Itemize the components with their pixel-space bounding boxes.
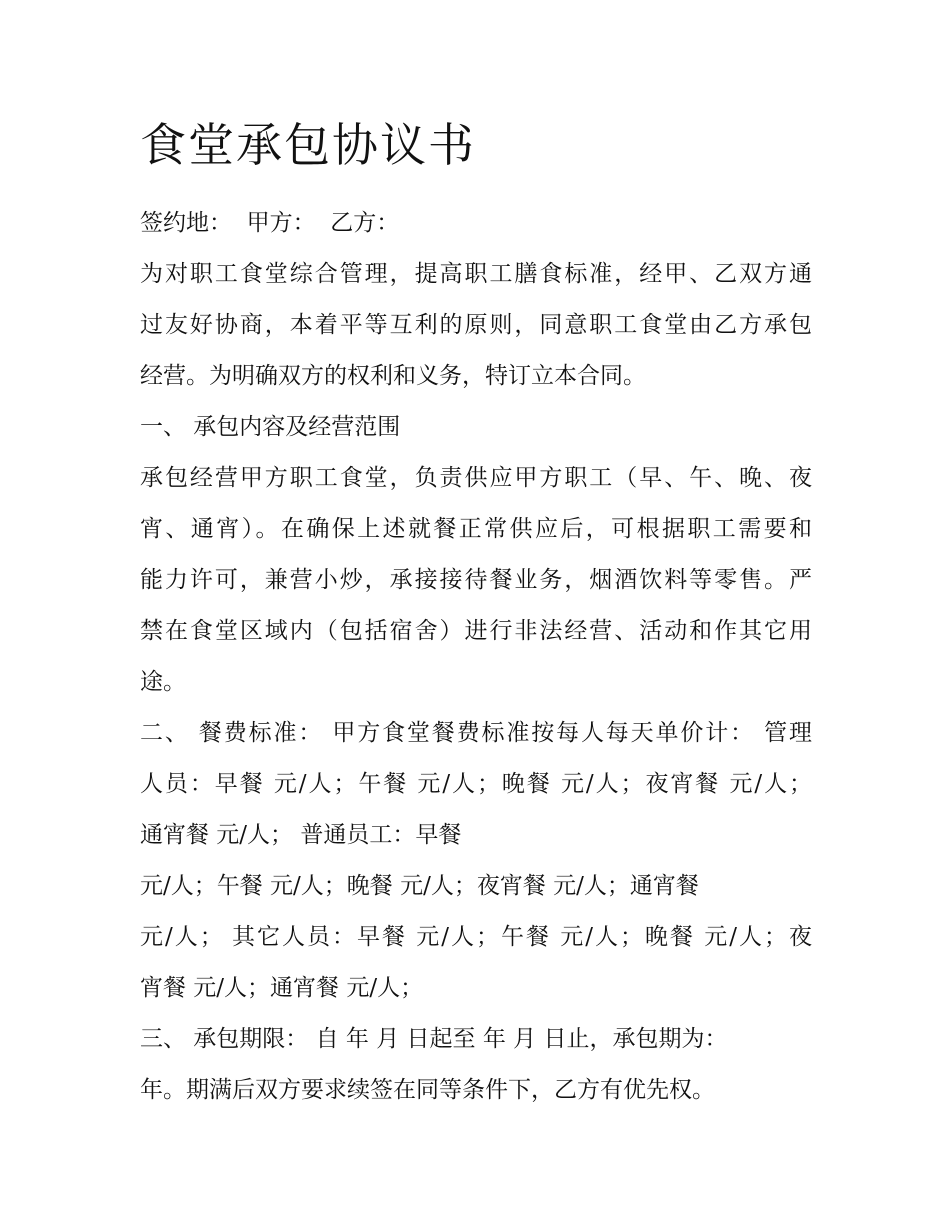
section2-line: 宵餐 元/人；通宵餐 元/人；: [140, 975, 424, 1001]
section2-paragraph: [140, 708, 812, 1014]
section1-line: 能力许可，兼营小炒，承接接待餐业务，烟酒饮料等零售。严: [140, 567, 812, 593]
section3-line: 三、 承包期限： 自 年 月 日起至 年 月 日止，承包期为：: [140, 1026, 728, 1052]
section2-line: 通宵餐 元/人； 普通员工：早餐: [140, 822, 462, 848]
document-body: [140, 198, 812, 1116]
section3-paragraph: [140, 1014, 812, 1116]
section2-line: 元/人；午餐 元/人；晚餐 元/人；夜宵餐 元/人；通宵餐: [140, 873, 699, 899]
section1-line: 途。: [140, 669, 186, 695]
section1-line: 宵、通宵）。在确保上述就餐正常供应后，可根据职工需要和: [140, 516, 812, 542]
section1-line: 承包经营甲方职工食堂，负责供应甲方职工（早、午、晚、夜: [140, 465, 812, 491]
intro-line: 过友好协商，本着平等互利的原则，同意职工食堂由乙方承包: [140, 312, 812, 338]
section2-line: 人员：早餐 元/人；午餐 元/人；晚餐 元/人；夜宵餐 元/人；: [140, 771, 812, 797]
section1-paragraph: [140, 453, 812, 708]
parties-line: [140, 198, 812, 249]
section1-heading-text: 一、 承包内容及经营范围: [140, 414, 401, 440]
section1-line: 禁在食堂区域内（包括宿舍）进行非法经营、活动和作其它用: [140, 618, 812, 644]
section2-line: 二、 餐费标准： 甲方食堂餐费标准按每人每天单价计： 管理: [140, 720, 812, 746]
intro-line: 为对职工食堂综合管理，提高职工膳食标准，经甲、乙双方通: [140, 261, 812, 287]
section1-heading: [140, 402, 812, 453]
section3-line: 年。期满后双方要求续签在同等条件下，乙方有优先权。: [140, 1077, 715, 1103]
intro-line: 经营。为明确双方的权利和义务，特订立本合同。: [140, 363, 646, 389]
intro-paragraph: [140, 249, 812, 402]
parties-text: 签约地： 甲方： 乙方：: [140, 210, 400, 236]
section2-line: 元/人； 其它人员：早餐 元/人；午餐 元/人；晚餐 元/人；夜: [140, 924, 812, 950]
document-title: 食堂承包协议书: [140, 118, 476, 172]
